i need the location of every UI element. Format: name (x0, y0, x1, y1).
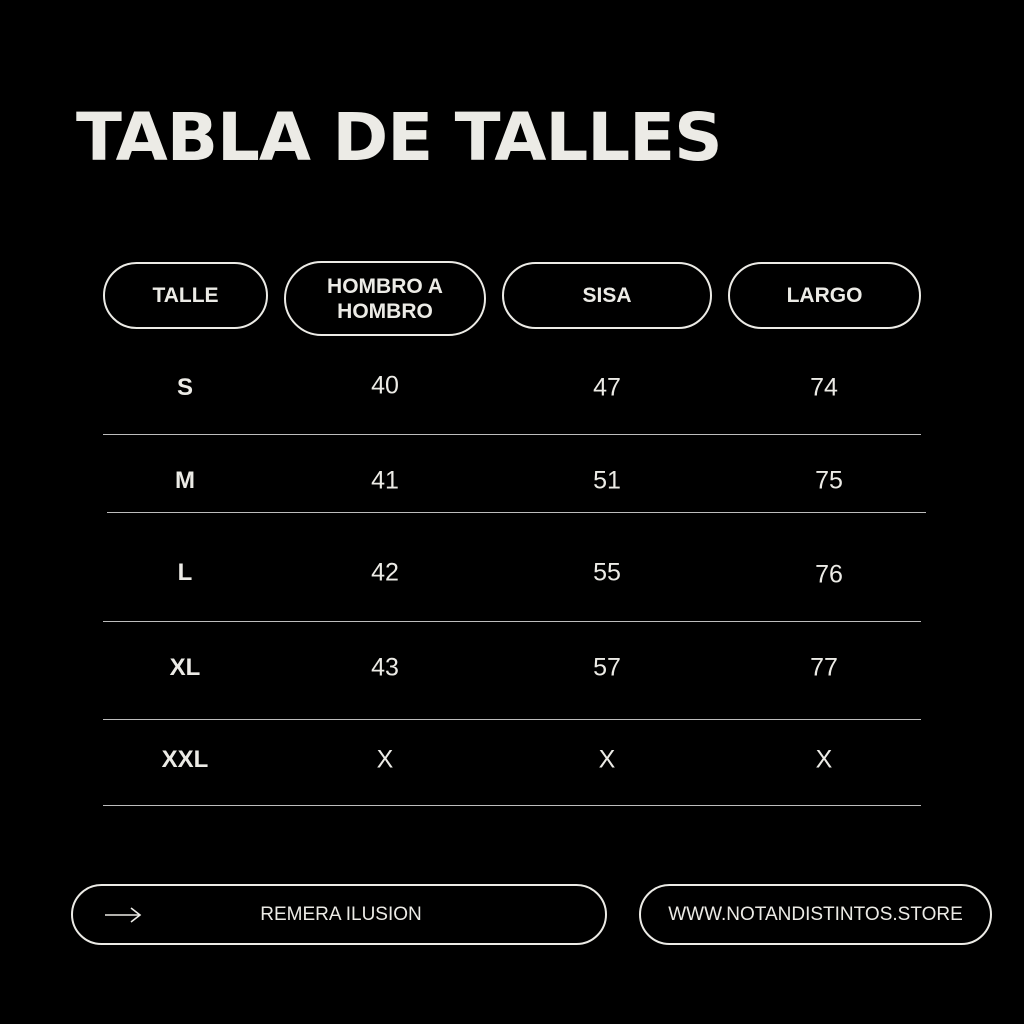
header-sisa-label: SISA (582, 284, 632, 307)
table-cell-largo: X (815, 745, 833, 774)
header-largo-label: LARGO (786, 284, 863, 307)
table-cell-size: XXL (161, 746, 209, 773)
table-cell-largo: 77 (810, 653, 838, 682)
row-divider (103, 434, 921, 435)
table-cell-sisa: 51 (593, 466, 621, 495)
header-hombro-a-hombro (284, 261, 486, 336)
product-link-button[interactable] (71, 884, 607, 945)
arrow-right-icon (104, 905, 142, 925)
table-cell-largo: 74 (810, 373, 838, 402)
table-cell-hombro: 42 (371, 558, 399, 587)
page-title: TABLA DE TALLES (76, 99, 722, 176)
website-link[interactable] (639, 884, 992, 945)
table-cell-size: L (177, 559, 193, 586)
table-cell-hombro: X (376, 745, 394, 774)
header-hombro-a-hombro-label: HOMBRO A HOMBRO (327, 274, 443, 323)
row-divider (103, 719, 921, 720)
table-cell-sisa: 57 (593, 653, 621, 682)
table-cell-size: XL (169, 654, 201, 681)
product-label: REMERA ILUSION (260, 903, 422, 925)
row-divider (103, 805, 921, 806)
website-label: WWW.NOTANDISTINTOS.STORE (668, 903, 963, 925)
header-talle (103, 262, 268, 329)
table-cell-size: S (176, 374, 194, 401)
table-cell-sisa: X (598, 745, 616, 774)
table-cell-largo: 76 (815, 560, 843, 589)
table-cell-sisa: 55 (593, 558, 621, 587)
table-cell-size: M (175, 467, 195, 494)
table-cell-largo: 75 (815, 466, 843, 495)
table-cell-hombro: 40 (371, 371, 399, 400)
table-cell-hombro: 43 (371, 653, 399, 682)
row-divider (103, 621, 921, 622)
header-talle-label: TALLE (152, 284, 219, 307)
header-largo (728, 262, 921, 329)
header-sisa (502, 262, 712, 329)
table-cell-hombro: 41 (371, 466, 399, 495)
table-cell-sisa: 47 (593, 373, 621, 402)
row-divider (107, 512, 926, 513)
